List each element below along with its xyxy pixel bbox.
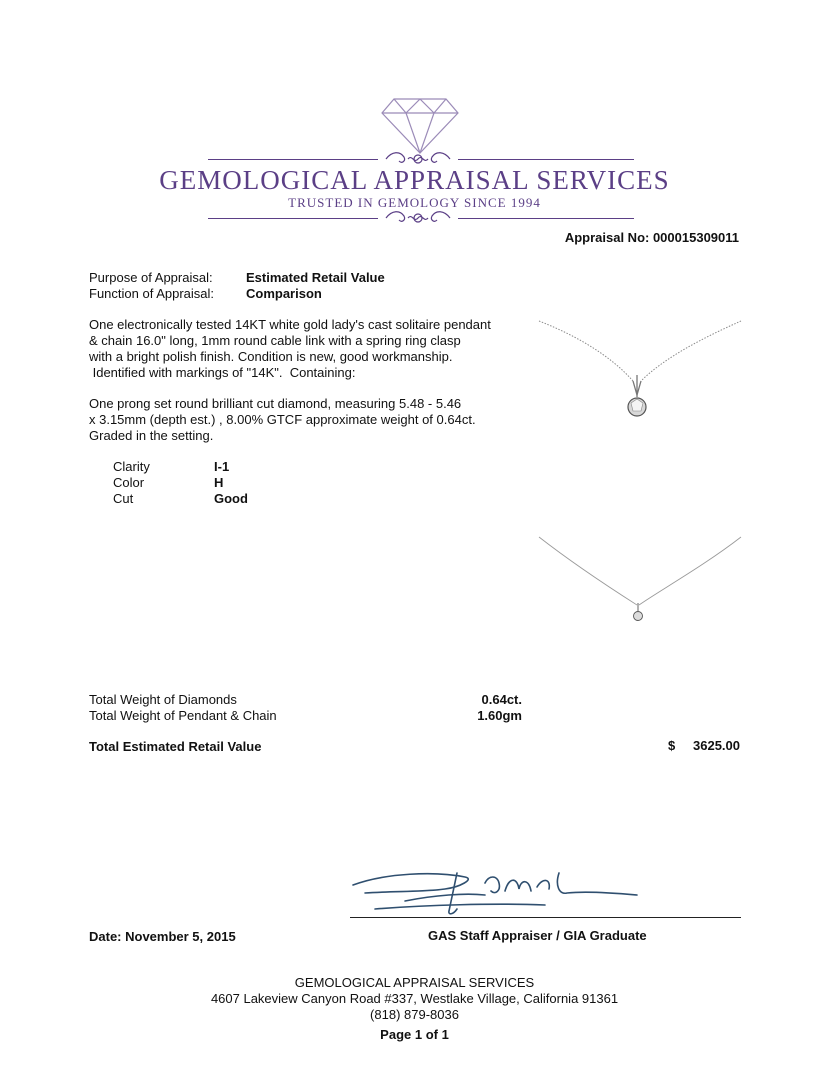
clarity-label: Clarity [113,459,150,474]
total-retail-label: Total Estimated Retail Value [89,739,262,754]
appraisal-date: Date: November 5, 2015 [89,929,236,944]
color-label: Color [113,475,145,490]
page-number: Page 1 of 1 [380,1027,449,1042]
purpose-value: Estimated Retail Value [246,270,385,285]
footer-company: GEMOLOGICAL APPRAISAL SERVICES [294,975,535,990]
company-name: GEMOLOGICAL APPRAISAL SERVICES [159,165,670,195]
appraiser-title: GAS Staff Appraiser / GIA Graduate [428,928,647,943]
scroll-ornament-icon [382,207,454,229]
cut-label: Cut [113,491,134,506]
signature-line [350,917,741,918]
diamond-logo-icon [380,95,460,155]
pendant-photo-closeup [535,315,745,430]
total-diamonds-label: Total Weight of Diamonds [89,692,237,707]
description-line: with a bright polish finish. Condition is new, good workmanship. [89,349,453,364]
description-line: & chain 16.0" long, 1mm round cable link with a spring ring clasp [89,333,461,348]
clarity-value: I-1 [214,459,230,474]
item-description [89,317,529,381]
total-diamonds-value: 0.64ct. [481,692,522,707]
total-retail-value: 3625.00 [693,738,740,753]
cut-value: Good [214,491,248,506]
pendant-photo-full [535,535,745,630]
appraiser-signature [345,865,645,920]
description-line: One prong set round brilliant cut diamond, measuring 5.48 - 5.46 [89,396,462,411]
footer-phone: (818) 879-8036 [370,1007,459,1022]
bottom-ornament-line-left [208,218,378,219]
diamond-description [89,396,529,444]
function-value: Comparison [246,286,322,301]
description-line: x 3.15mm (depth est.) , 8.00% GTCF approximate weight of 0.64ct. [89,412,476,427]
top-ornament-line-right [458,159,634,160]
description-line: Graded in the setting. [89,428,214,443]
appraisal-number: Appraisal No: 000015309011 [564,230,739,245]
retail-currency: $ [668,738,676,753]
footer-address: 4607 Lakeview Canyon Road #337, Westlake Village, California 91361 [210,991,619,1006]
function-label: Function of Appraisal: [89,286,215,301]
description-line: One electronically tested 14KT white gold lady's cast solitaire pendant [89,317,491,332]
total-pendant-label: Total Weight of Pendant & Chain [89,708,277,723]
purpose-label: Purpose of Appraisal: [89,270,213,285]
company-tagline: TRUSTED IN GEMOLOGY SINCE 1994 [288,195,541,210]
total-pendant-value: 1.60gm [477,708,522,723]
top-ornament-line-left [208,159,378,160]
description-line: Identified with markings of "14K". Containing: [89,365,356,380]
color-value: H [214,475,224,490]
bottom-ornament-line-right [458,218,634,219]
